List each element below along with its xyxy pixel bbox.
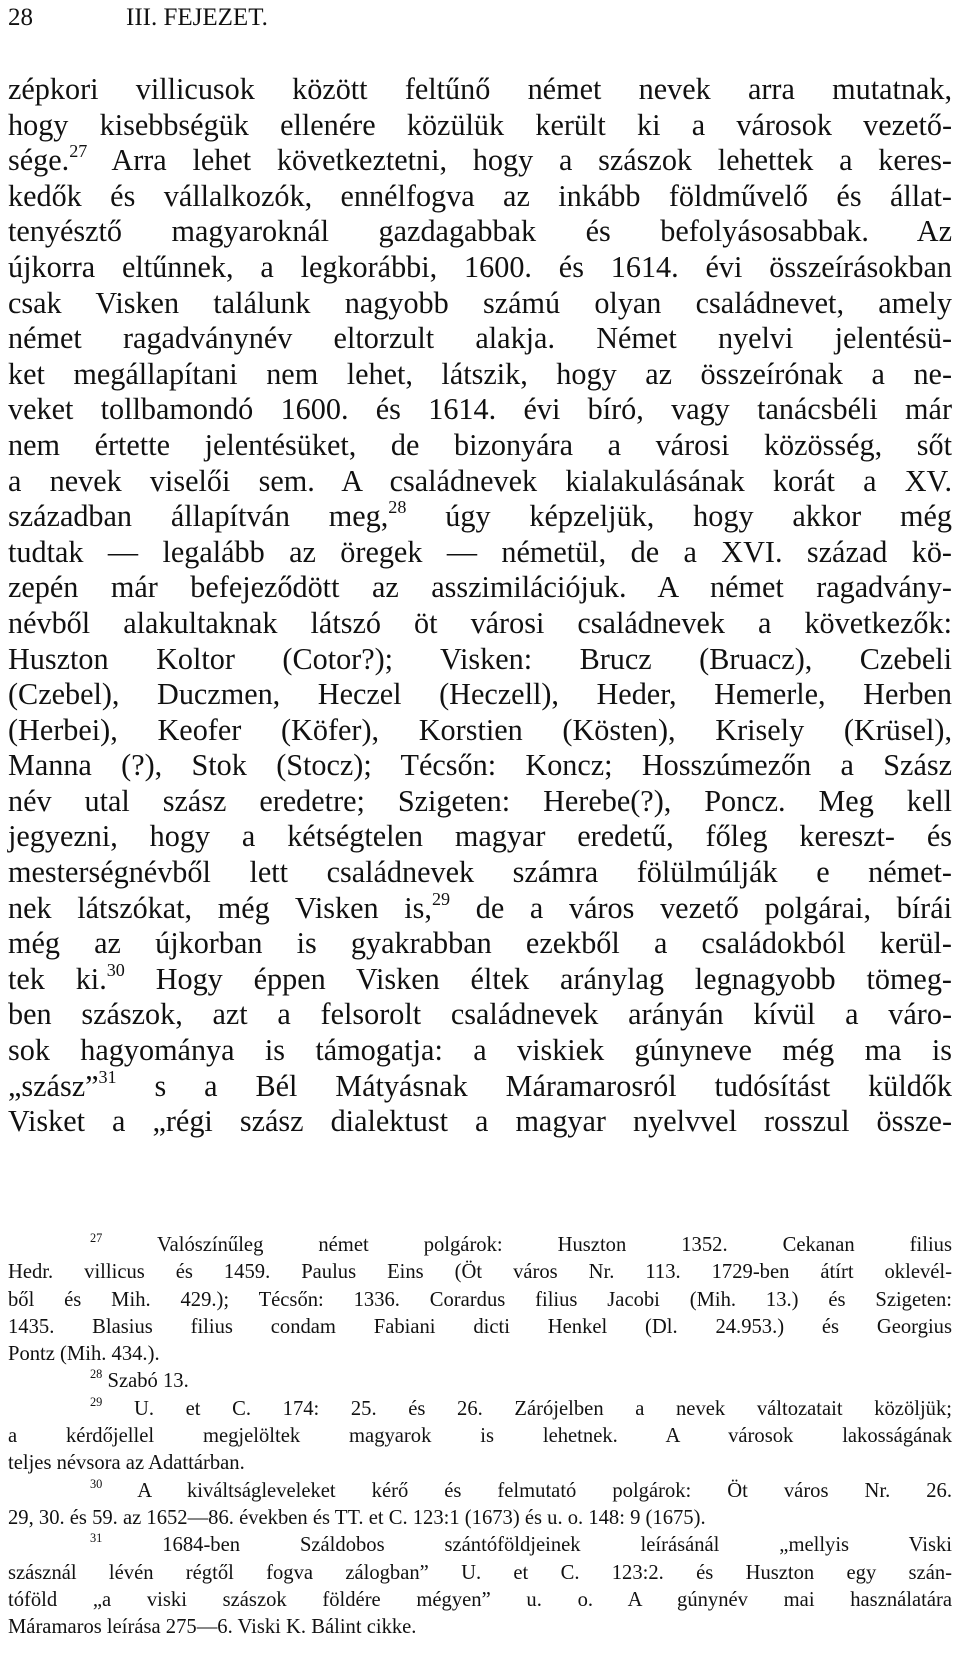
footnote-line: a kérdőjellel megjelöltek magyarok is lehetnek. A városok lakosságának bbox=[8, 1425, 952, 1448]
line-text: Hogy éppen Visken éltek aránylag legnagyobb tömeg- bbox=[124, 961, 952, 996]
body-line: hogy kisebbségük ellenére közülük került ki a városok vezető- bbox=[8, 107, 952, 142]
line-text: Arra lehet következtetni, hogy a szászok lehettek a keres- bbox=[87, 143, 952, 178]
footnote-reference[interactable]: 29 bbox=[431, 888, 451, 909]
body-line bbox=[8, 1066, 952, 1105]
body-line: német ragadványnév eltorzult alakja. Német nyelvi jelentésü- bbox=[8, 321, 952, 356]
body-line: ben szászok, azt a felsorolt családnevek arányán kívül a váro- bbox=[8, 997, 952, 1032]
body-text bbox=[8, 72, 952, 1140]
body-line: ket megállapítani nem lehet, látszik, hogy az összeírónak a ne- bbox=[8, 356, 952, 391]
body-line: kedők és vállalkozók, ennélfogva az inkább földművelő és állat- bbox=[8, 178, 952, 213]
footnote-reference[interactable]: 30 bbox=[106, 959, 125, 980]
body-line bbox=[8, 499, 952, 535]
footnote-line bbox=[8, 1232, 952, 1259]
footnote-number: 29 bbox=[90, 1394, 103, 1409]
footnote-number: 31 bbox=[90, 1531, 103, 1546]
footnote-line: szásznál lévén régtől fogva zálogban” U. et C. 123:2. és Huszton egy szán- bbox=[8, 1561, 952, 1584]
body-line: Manna (?), Stok (Stocz); Técsőn: Koncz; Hosszúmezőn a Szász bbox=[8, 748, 952, 783]
running-header bbox=[8, 4, 952, 34]
body-line: (Czebel), Duczmen, Heczel (Heczell), Heder, Hemerle, Herben bbox=[8, 677, 952, 712]
body-line: újkorra eltűnnek, a legkorábbi, 1600. és 1614. évi összeírásokban bbox=[8, 249, 952, 284]
body-line bbox=[8, 888, 952, 927]
footnote-line bbox=[8, 1478, 952, 1505]
body-line: nem értette jelentésüket, de bizonyára a városi közösség, sőt bbox=[8, 427, 952, 462]
line-text: században állapítván meg, bbox=[8, 499, 389, 534]
footnote-line: ből és Mih. 429.); Técsőn: 1336. Corardus filius Jacobi (Mih. 13.) és Szigeten: bbox=[8, 1288, 952, 1311]
line-text: nek látszókat, még Visken is, bbox=[8, 890, 432, 925]
page-number: 28 bbox=[8, 4, 33, 31]
footnote-text: U. et C. 174: 25. és 26. Zárójelben a nevek változatait közöljük; bbox=[102, 1397, 952, 1420]
body-line: jegyezni, hogy a kétségtelen magyar eredetű, főleg kereszt- és bbox=[8, 819, 952, 854]
body-line: Visket a „régi szász dialektust a magyar nyelvvel rosszul össze- bbox=[8, 1104, 952, 1139]
footnote-text: 1684-ben Száldobos szántóföldjeinek leírásánál „mellyis Viski bbox=[102, 1534, 952, 1557]
body-line: névből alakultaknak látszó öt városi családnevek a következők: bbox=[8, 605, 952, 640]
footnote-line: Pontz (Mih. 434.). bbox=[8, 1343, 160, 1366]
body-line: tenyésztő magyaroknál gazdagabbak és befolyásosabbak. Az bbox=[8, 214, 952, 249]
body-line: csak Visken találunk nagyobb számú olyan családnevet, amely bbox=[8, 285, 952, 320]
footnote-line bbox=[8, 1396, 952, 1423]
footnote-line: Hedr. villicus és 1459. Paulus Eins (Öt város Nr. 113. 1729-ben átírt oklevél- bbox=[8, 1261, 952, 1284]
line-text: s a Bél Mátyásnak Máramarosról tudósítást küldők bbox=[116, 1068, 952, 1103]
footnote-line: tóföld „a viski szászok földére mégyen” u. o. A gúnynév mai használatára bbox=[8, 1588, 952, 1611]
body-line: a nevek viselői sem. A családnevek kialakulásának korát a XV. bbox=[8, 463, 952, 498]
footnote-text: A kiváltságleveleket kérő és felmutató polgárok: Öt város Nr. 26. bbox=[102, 1479, 952, 1502]
footnote-reference[interactable]: 27 bbox=[69, 141, 88, 162]
footnote-number: 27 bbox=[90, 1230, 103, 1245]
footnote-line: Máramaros leírása 275—6. Viski K. Bálint cikke. bbox=[8, 1616, 417, 1639]
footnote-number: 30 bbox=[90, 1476, 103, 1491]
body-line: név utal szász eredetre; Szigeten: Herebe(?), Poncz. Meg kell bbox=[8, 783, 952, 818]
body-line: sok hagyománya is támogatja: a viskiek gúnyneve még ma is bbox=[8, 1033, 952, 1068]
footnote-reference[interactable]: 28 bbox=[388, 497, 407, 518]
body-line: zépkori villicusok között feltűnő német nevek arra mutatnak, bbox=[8, 72, 952, 106]
footnote-line: teljes névsora az Adattárban. bbox=[8, 1452, 245, 1475]
footnote-line: 1435. Blasius filius condam Fabiani dicti Henkel (Dl. 24.953.) és Georgius bbox=[8, 1315, 952, 1338]
body-line: tudtak — legalább az öregek — németül, de a XVI. század kö- bbox=[8, 534, 952, 569]
body-line: még az újkorban is gyakrabban ezekből a családokból kerül- bbox=[8, 926, 952, 961]
footnote-reference[interactable]: 31 bbox=[98, 1066, 117, 1087]
body-line: (Herbei), Keofer (Köfer), Korstien (Kösten), Krisely (Krüsel), bbox=[8, 712, 952, 747]
body-line: veket tollbamondó 1600. és 1614. évi bíró, vagy tanácsbéli már bbox=[8, 392, 952, 427]
body-line: Huszton Koltor (Cotor?); Visken: Brucz (Bruacz), Czebeli bbox=[8, 641, 952, 676]
line-text: sége. bbox=[8, 143, 70, 178]
footnote-text: Valószínűleg német polgárok: Huszton 1352. Cekanan filius bbox=[102, 1234, 952, 1256]
line-text: „szász” bbox=[8, 1068, 99, 1103]
line-text: tek ki. bbox=[8, 961, 107, 996]
body-line: mesterségnévből lett családnevek számra fölülmúlják e német- bbox=[8, 855, 952, 890]
footnotes bbox=[8, 1232, 952, 1641]
footnote-number: 28 bbox=[90, 1367, 103, 1382]
body-line bbox=[8, 143, 952, 179]
line-text: de a város vezető polgárai, bírái bbox=[450, 890, 952, 925]
body-line bbox=[8, 959, 952, 998]
line-text: úgy képzeljük, hogy akkor még bbox=[406, 499, 952, 534]
footnote-line bbox=[8, 1368, 952, 1395]
chapter-title: III. FEJEZET. bbox=[126, 4, 268, 31]
footnote-line bbox=[8, 1532, 952, 1559]
footnote-line: 29, 30. és 59. az 1652—86. években és TT. et C. 123:1 (1673) és u. o. 148: 9 (1675). bbox=[8, 1506, 706, 1529]
footnote-text: Szabó 13. bbox=[102, 1370, 189, 1393]
body-line: zepén már befejeződött az asszimilációjuk. A német ragadvány- bbox=[8, 570, 952, 605]
